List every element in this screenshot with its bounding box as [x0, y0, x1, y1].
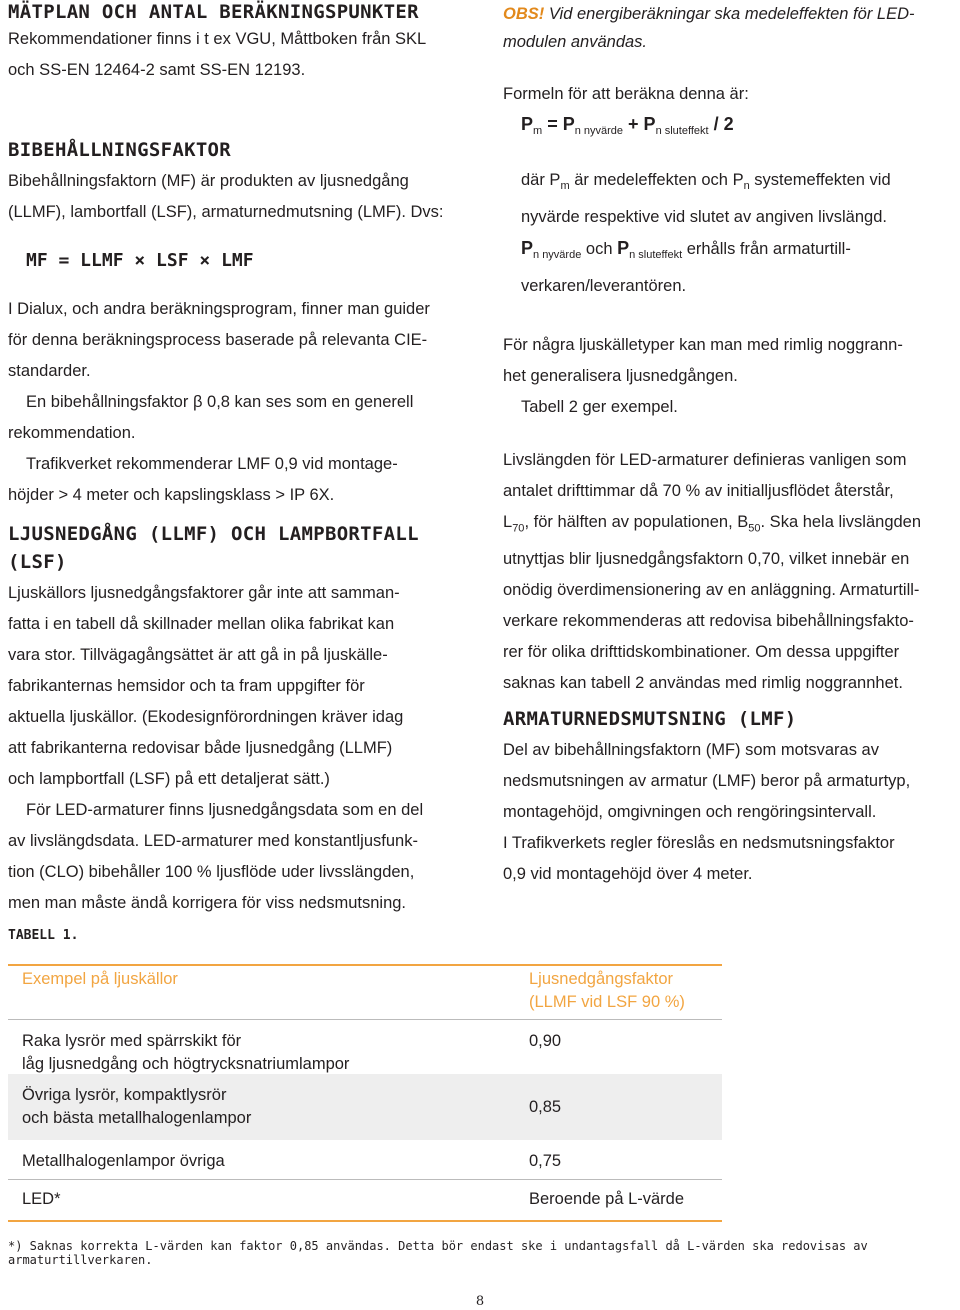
table-header-cell: Ljusnedgångsfaktor (LLMF vid LSF 90 %)	[529, 970, 685, 1011]
paragraph-line: att fabrikanterna redovisar både ljusnedgång (LLMF)	[8, 739, 393, 757]
table-cell: Metallhalogenlampor övriga	[22, 1152, 225, 1170]
obs-text-line: modulen användas.	[503, 33, 648, 51]
paragraph-line: Bibehållningsfaktorn (MF) är produkten av ljusnedgång	[8, 172, 409, 190]
paragraph-line: 0,9 vid montagehöjd över 4 meter.	[503, 865, 753, 883]
paragraph-line: och SS-EN 12464-2 samt SS-EN 12193.	[8, 61, 306, 79]
paragraph-line: Trafikverket rekommenderar LMF 0,9 vid montage-	[26, 455, 398, 473]
paragraph-line: rer för olika drifttidskombinationer. Om dessa uppgifter	[503, 643, 900, 662]
paragraph-line: nedsmutsningen av armatur (LMF) beror på armaturtyp,	[503, 772, 911, 790]
table-header-row	[8, 966, 722, 1020]
mf-formula: MF = LLMF × LSF × LMF	[26, 250, 254, 271]
paragraph-line: saknas kan tabell 2 användas med rimlig noggrannhet.	[503, 674, 903, 693]
formula-intro: Formeln för att beräkna denna är:	[503, 85, 749, 103]
heading-armaturnedsmutsning: ARMATURNEDSMUTSNING (LMF)	[503, 708, 797, 730]
paragraph-line: fabrikanternas hemsidor och ta fram uppgifter för	[8, 677, 365, 695]
paragraph-line: höjder > 4 meter och kapslingsklass > IP 6X.	[8, 486, 335, 504]
paragraph-line: het generalisera ljusnedgången.	[503, 367, 738, 385]
heading-ljusnedgang: LJUSNEDGÅNG (LLMF) OCH LAMPBORTFALL (LSF)	[8, 523, 419, 573]
heading-matplan: MÄTPLAN OCH ANTAL BERÄKNINGSPUNKTER	[8, 1, 419, 23]
paragraph-line: $L_{70}$, för hälften av populationen, $B_{50}$. Ska hela livslängden	[503, 513, 922, 535]
paragraph-line: vara stor. Tillvägagångsättet är att gå in på ljuskälle-	[8, 646, 388, 664]
paragraph-line: En bibehållningsfaktor β 0,8 kan ses som en generell	[26, 393, 414, 411]
paragraph-line: rekommendation.	[8, 424, 136, 442]
page-number: 8	[475, 1294, 485, 1309]
table-row	[8, 1074, 722, 1140]
table-cell: 0,85	[529, 1098, 562, 1116]
paragraph-line: montagehöjd, omgivningen och rengöringsintervall.	[503, 803, 877, 821]
paragraph-line: verkaren/leverantören.	[521, 277, 687, 295]
formula-definition: där $P_m$ är medeleffekten och $P_n$ systemeffekten vid	[521, 171, 891, 192]
table-caption: TABELL 1.	[8, 928, 79, 943]
obs-label: OBS!	[503, 5, 545, 23]
paragraph-line: av livslängdsdata. LED-armaturer med konstantljusfunk-	[8, 832, 418, 850]
formula-source: $P_{n nyvärde}$ och $P_{n sluteffekt}$ erhålls från armaturtill-	[521, 238, 851, 261]
paragraph-line: Ljuskällors ljusnedgångsfaktorer går inte att samman-	[8, 584, 400, 602]
paragraph-line: I Dialux, och andra beräkningsprogram, finner man guider	[8, 300, 430, 318]
paragraph-line: och lampbortfall (LSF) på ett detaljerat sätt.)	[8, 770, 330, 788]
table-row	[8, 1180, 722, 1220]
paragraph-line: standarder.	[8, 362, 91, 380]
paragraph-line: fatta i en tabell då skillnader mellan olika fabrikat kan	[8, 615, 395, 633]
table-cell: Beroende på L-värde	[529, 1190, 685, 1208]
light-source-table	[8, 964, 722, 1222]
table-cell: LED*	[22, 1190, 61, 1208]
paragraph-line: verkare rekommenderas att redovisa bibehållningsfakto-	[503, 612, 914, 631]
paragraph-line: Rekommendationer finns i t ex VGU, Måttboken från SKL	[8, 30, 427, 48]
paragraph-line: Tabell 2 ger exempel.	[521, 398, 678, 416]
paragraph-line: utnyttjas blir ljusnedgångsfaktorn 0,70, vilket innebär en	[503, 550, 910, 569]
table-cell: 0,75	[529, 1152, 562, 1170]
paragraph-line: men man måste ändå korrigera för viss nedsmutsning.	[8, 894, 407, 912]
table-cell: Raka lysrör med spärrskikt för låg ljusnedgång och högtrycksnatriumlampor	[22, 1032, 350, 1073]
paragraph-line: för denna beräkningsprocess baserade på relevanta CIE-	[8, 331, 428, 349]
paragraph-line: tion (CLO) bibehåller 100 % ljusflöde uder livsslängden,	[8, 863, 415, 881]
paragraph-line: För LED-armaturer finns ljusnedgångsdata som en del	[26, 801, 424, 819]
paragraph-line: Del av bibehållningsfaktorn (MF) som motsvaras av	[503, 741, 879, 759]
paragraph-line: I Trafikverkets regler föreslås en nedsmutsningsfaktor	[503, 834, 895, 852]
paragraph-line: Livslängden för LED-armaturer definieras vanligen som	[503, 451, 907, 469]
paragraph-line: nyvärde respektive vid slutet av angiven livslängd.	[521, 208, 887, 226]
paragraph-line: aktuella ljuskällor. (Ekodesignförordningen kräver idag	[8, 708, 404, 726]
table-footnote: *) Saknas korrekta L-värden kan faktor 0,85 användas. Detta bör endast ske i undantagsfall då L-värden ska redovisas av armaturtillverkaren.	[8, 1239, 868, 1267]
paragraph-line: antalet drifttimmar då 70 % av initialljusflödet återstår,	[503, 482, 894, 500]
paragraph-line: onödig överdimensionering av en anläggning. Armaturtill-	[503, 581, 920, 600]
paragraph-line: För några ljuskälletyper kan man med rimlig noggrann-	[503, 336, 903, 354]
table-header-cell: Exempel på ljuskällor	[22, 970, 178, 988]
table-cell: 0,90	[529, 1032, 562, 1050]
heading-bibehallningsfaktor: BIBEHÅLLNINGSFAKTOR	[8, 139, 232, 161]
table-cell: Övriga lysrör, kompaktlysrör och bästa metallhalogenlampor	[22, 1086, 252, 1127]
obs-text: Vid energiberäkningar ska medeleffekten för LED-	[544, 5, 915, 23]
table-row	[8, 1020, 722, 1074]
pm-formula: $P_m = P_{n nyvärde} + P_{n sluteffekt} / 2$	[521, 114, 734, 137]
paragraph-line: (LLMF), lambortfall (LSF), armaturnedmutsning (LMF). Dvs:	[8, 203, 444, 221]
obs-note	[503, 0, 943, 29]
table-row	[8, 1140, 722, 1180]
